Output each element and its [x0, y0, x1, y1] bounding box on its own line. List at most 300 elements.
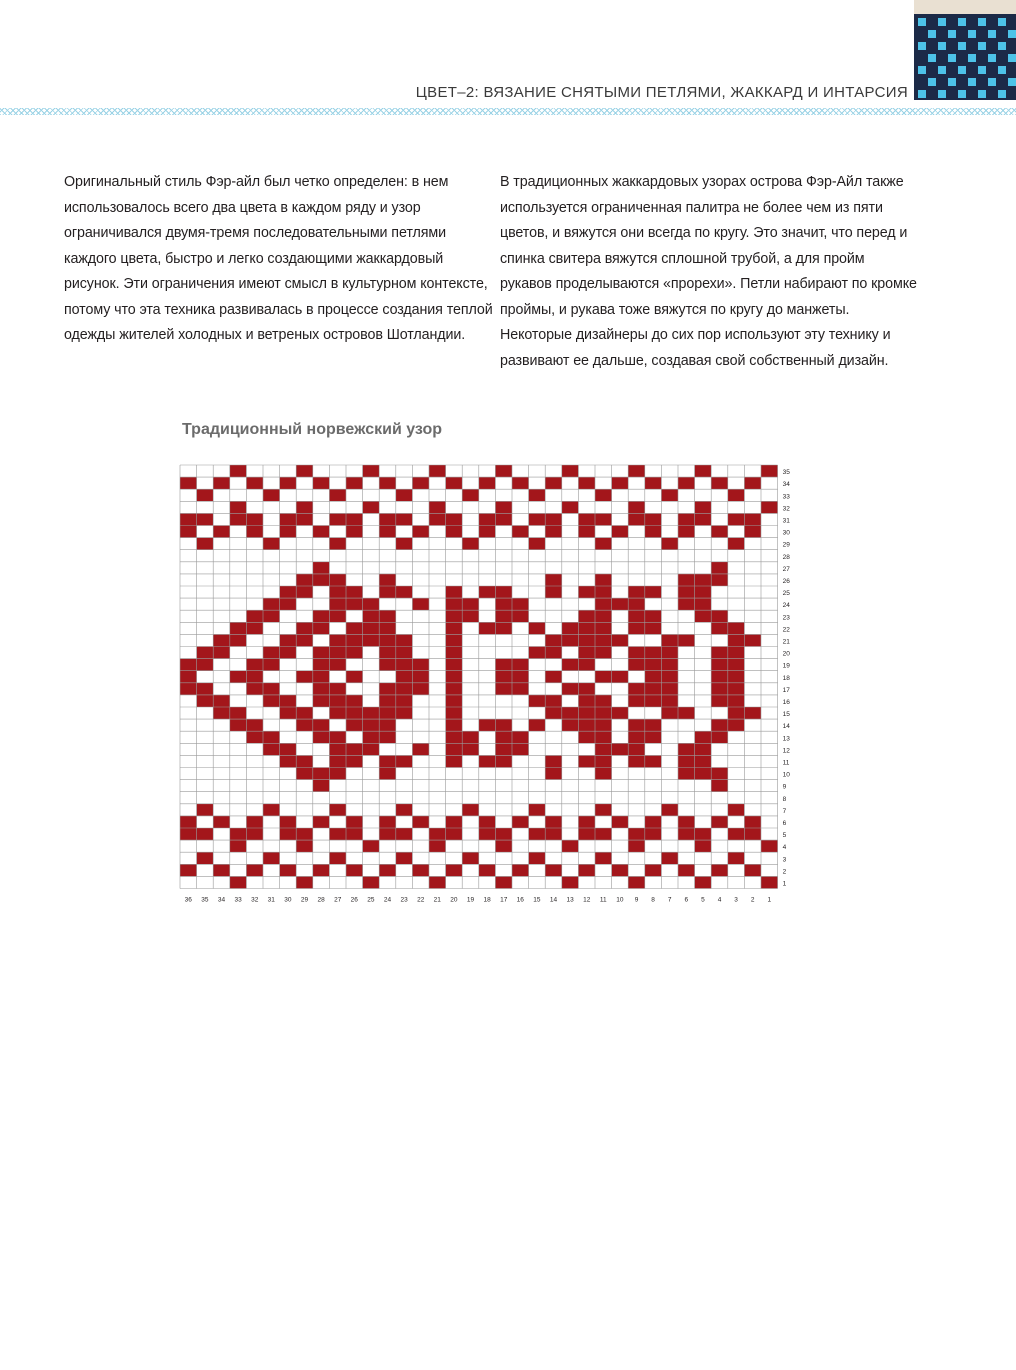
stitch-cell — [280, 634, 297, 646]
stitch-cell — [446, 743, 463, 755]
stitch-cell — [711, 695, 728, 707]
stitch-cell — [628, 513, 645, 525]
stitch-cell — [446, 477, 463, 489]
stitch-cell — [280, 695, 297, 707]
stitch-cell — [661, 804, 678, 816]
stitch-cell — [678, 864, 695, 876]
row-label: 6 — [782, 819, 787, 827]
stitch-cell — [495, 513, 512, 525]
stitch-cell — [446, 526, 463, 538]
stitch-cell — [429, 513, 446, 525]
stitch-cell — [396, 755, 413, 767]
stitch-cell — [446, 513, 463, 525]
stitch-cell — [495, 683, 512, 695]
stitch-cell — [379, 477, 396, 489]
stitch-cell — [379, 610, 396, 622]
stitch-cell — [329, 598, 346, 610]
stitch-cell — [246, 610, 263, 622]
stitch-cell — [313, 659, 330, 671]
stitch-cell — [446, 622, 463, 634]
stitch-cell — [246, 719, 263, 731]
stitch-cell — [479, 586, 496, 598]
stitch-cell — [678, 598, 695, 610]
column-label: 13 — [566, 896, 574, 904]
stitch-cell — [512, 610, 529, 622]
stitch-cell — [645, 622, 662, 634]
stitch-cell — [446, 864, 463, 876]
stitch-cell — [545, 828, 562, 840]
stitch-cell — [379, 526, 396, 538]
stitch-cell — [462, 538, 479, 550]
stitch-cell — [678, 743, 695, 755]
row-label: 12 — [782, 747, 790, 755]
stitch-cell — [578, 659, 595, 671]
stitch-cell — [396, 852, 413, 864]
stitch-cell — [711, 526, 728, 538]
stitch-cell — [678, 816, 695, 828]
stitch-cell — [512, 659, 529, 671]
stitch-cell — [412, 816, 429, 828]
stitch-cell — [645, 610, 662, 622]
stitch-cell — [495, 743, 512, 755]
stitch-cell — [744, 513, 761, 525]
stitch-cell — [711, 574, 728, 586]
stitch-cell — [495, 586, 512, 598]
stitch-cell — [578, 707, 595, 719]
stitch-cell — [280, 755, 297, 767]
stitch-cell — [180, 526, 197, 538]
stitch-cell — [661, 707, 678, 719]
stitch-cell — [296, 513, 313, 525]
stitch-cell — [280, 477, 297, 489]
stitch-cell — [263, 804, 280, 816]
stitch-cell — [479, 526, 496, 538]
stitch-cell — [645, 816, 662, 828]
stitch-cell — [545, 526, 562, 538]
column-label: 26 — [350, 896, 358, 904]
stitch-cell — [479, 719, 496, 731]
stitch-cell — [263, 647, 280, 659]
stitch-cell — [296, 574, 313, 586]
stitch-cell — [379, 864, 396, 876]
stitch-cell — [363, 719, 380, 731]
stitch-cell — [263, 489, 280, 501]
stitch-cell — [711, 671, 728, 683]
stitch-cell — [396, 707, 413, 719]
row-label: 8 — [782, 795, 787, 803]
stitch-cell — [495, 731, 512, 743]
stitch-cell — [512, 683, 529, 695]
row-label: 19 — [782, 662, 790, 670]
stitch-cell — [379, 731, 396, 743]
stitch-cell — [396, 683, 413, 695]
stitch-cell — [628, 755, 645, 767]
row-label: 33 — [782, 493, 790, 501]
stitch-cell — [628, 719, 645, 731]
stitch-cell — [296, 755, 313, 767]
knitting-chart — [170, 455, 810, 925]
stitch-cell — [213, 816, 230, 828]
stitch-cell — [578, 647, 595, 659]
stitch-cell — [512, 598, 529, 610]
stitch-cell — [744, 864, 761, 876]
stitch-cell — [645, 731, 662, 743]
stitch-cell — [645, 477, 662, 489]
stitch-cell — [429, 501, 446, 513]
stitch-cell — [213, 647, 230, 659]
stitch-cell — [628, 598, 645, 610]
stitch-cell — [213, 526, 230, 538]
row-label: 26 — [782, 577, 790, 585]
stitch-cell — [280, 816, 297, 828]
stitch-cell — [429, 465, 446, 477]
stitch-cell — [346, 513, 363, 525]
stitch-cell — [545, 671, 562, 683]
stitch-cell — [296, 719, 313, 731]
stitch-cell — [578, 828, 595, 840]
stitch-cell — [296, 465, 313, 477]
stitch-cell — [512, 731, 529, 743]
stitch-cell — [628, 743, 645, 755]
column-label: 18 — [483, 896, 491, 904]
stitch-cell — [595, 538, 612, 550]
stitch-cell — [180, 513, 197, 525]
stitch-cell — [678, 755, 695, 767]
stitch-cell — [396, 647, 413, 659]
stitch-cell — [628, 683, 645, 695]
stitch-cell — [246, 526, 263, 538]
stitch-cell — [744, 477, 761, 489]
stitch-cell — [446, 634, 463, 646]
stitch-cell — [595, 695, 612, 707]
stitch-cell — [545, 755, 562, 767]
stitch-cell — [396, 659, 413, 671]
stitch-cell — [313, 622, 330, 634]
stitch-cell — [695, 598, 712, 610]
stitch-cell — [612, 671, 629, 683]
stitch-cell — [529, 622, 546, 634]
stitch-cell — [695, 731, 712, 743]
stitch-cell — [329, 634, 346, 646]
stitch-cell — [280, 598, 297, 610]
paragraph-left: Оригинальный стиль Фэр-айл был четко определен: в нем использовалось всего два цвета в каждом ряду и узор ограничивался двумя-тремя последовательными петлями каждого цвета, быстро и легко создающими жаккардовый рисунок. Эти ограничения имеют смысл в культурном контексте, потому что эта техника развивалась в процессе создания теплой одежды жителей холодных и ветреных островов Шотландии. — [64, 174, 493, 343]
stitch-cell — [612, 477, 629, 489]
stitch-cell — [578, 719, 595, 731]
stitch-cell — [396, 828, 413, 840]
stitch-cell — [495, 501, 512, 513]
stitch-cell — [346, 755, 363, 767]
stitch-cell — [711, 622, 728, 634]
stitch-cell — [462, 610, 479, 622]
stitch-cell — [595, 586, 612, 598]
stitch-cell — [661, 852, 678, 864]
stitch-cell — [346, 707, 363, 719]
stitch-cell — [197, 852, 214, 864]
stitch-cell — [495, 659, 512, 671]
stitch-cell — [246, 671, 263, 683]
stitch-cell — [545, 513, 562, 525]
stitch-cell — [578, 477, 595, 489]
stitch-cell — [213, 634, 230, 646]
stitch-cell — [180, 683, 197, 695]
stitch-cell — [329, 489, 346, 501]
column-label: 24 — [383, 896, 392, 904]
stitch-cell — [695, 876, 712, 888]
stitch-cell — [379, 816, 396, 828]
row-label: 4 — [782, 844, 787, 852]
stitch-cell — [728, 707, 745, 719]
column-label: 7 — [667, 896, 672, 904]
stitch-cell — [313, 562, 330, 574]
stitch-cell — [728, 513, 745, 525]
stitch-cell — [230, 465, 247, 477]
stitch-cell — [678, 574, 695, 586]
stitch-cell — [230, 671, 247, 683]
stitch-cell — [296, 840, 313, 852]
stitch-cell — [495, 840, 512, 852]
stitch-cell — [329, 852, 346, 864]
stitch-cell — [280, 647, 297, 659]
stitch-cell — [346, 634, 363, 646]
stitch-cell — [495, 610, 512, 622]
stitch-cell — [711, 816, 728, 828]
stitch-cell — [562, 683, 579, 695]
stitch-cell — [695, 840, 712, 852]
stitch-cell — [412, 526, 429, 538]
stitch-cell — [379, 634, 396, 646]
row-label: 35 — [782, 469, 790, 477]
row-label: 31 — [782, 517, 790, 525]
stitch-cell — [678, 586, 695, 598]
stitch-cell — [329, 768, 346, 780]
stitch-cell — [562, 659, 579, 671]
column-label: 30 — [284, 896, 292, 904]
stitch-cell — [412, 683, 429, 695]
stitch-cell — [479, 816, 496, 828]
stitch-cell — [346, 622, 363, 634]
stitch-cell — [346, 671, 363, 683]
stitch-cell — [529, 828, 546, 840]
stitch-cell — [728, 695, 745, 707]
stitch-cell — [628, 501, 645, 513]
stitch-cell — [230, 840, 247, 852]
stitch-cell — [628, 695, 645, 707]
column-label: 9 — [634, 896, 639, 904]
stitch-cell — [678, 477, 695, 489]
stitch-cell — [296, 671, 313, 683]
column-label: 10 — [616, 896, 624, 904]
stitch-cell — [180, 671, 197, 683]
stitch-cell — [379, 659, 396, 671]
stitch-cell — [313, 695, 330, 707]
stitch-cell — [595, 828, 612, 840]
stitch-cell — [661, 647, 678, 659]
stitch-cell — [728, 804, 745, 816]
stitch-cell — [263, 852, 280, 864]
stitch-cell — [512, 816, 529, 828]
stitch-cell — [612, 864, 629, 876]
stitch-cell — [346, 816, 363, 828]
stitch-cell — [695, 513, 712, 525]
row-label: 13 — [782, 735, 790, 743]
stitch-cell — [296, 768, 313, 780]
houndstooth-swatch-icon — [914, 0, 1016, 100]
column-label: 3 — [734, 896, 738, 904]
stitch-cell — [313, 719, 330, 731]
stitch-cell — [645, 719, 662, 731]
column-label: 8 — [651, 896, 655, 904]
stitch-cell — [263, 538, 280, 550]
stitch-cell — [645, 586, 662, 598]
stitch-cell — [363, 840, 380, 852]
stitch-cell — [396, 538, 413, 550]
column-label: 2 — [750, 896, 755, 904]
stitch-cell — [346, 695, 363, 707]
stitch-cell — [645, 683, 662, 695]
stitch-cell — [728, 634, 745, 646]
stitch-cell — [329, 610, 346, 622]
stitch-cell — [346, 477, 363, 489]
stitch-cell — [595, 574, 612, 586]
stitch-cell — [612, 707, 629, 719]
stitch-cell — [280, 743, 297, 755]
stitch-cell — [379, 647, 396, 659]
stitch-cell — [313, 574, 330, 586]
stitch-cell — [363, 707, 380, 719]
stitch-cell — [180, 864, 197, 876]
column-label: 31 — [267, 896, 275, 904]
stitch-cell — [661, 489, 678, 501]
stitch-cell — [678, 634, 695, 646]
stitch-cell — [711, 683, 728, 695]
stitch-cell — [711, 719, 728, 731]
stitch-cell — [479, 828, 496, 840]
stitch-cell — [628, 876, 645, 888]
stitch-cell — [711, 768, 728, 780]
stitch-cell — [446, 683, 463, 695]
stitch-cell — [446, 659, 463, 671]
stitch-cell — [578, 731, 595, 743]
stitch-cell — [213, 695, 230, 707]
stitch-cell — [529, 538, 546, 550]
stitch-cell — [711, 477, 728, 489]
stitch-cell — [313, 780, 330, 792]
stitch-cell — [263, 659, 280, 671]
row-label: 9 — [782, 783, 787, 791]
stitch-cell — [296, 876, 313, 888]
stitch-cell — [313, 864, 330, 876]
row-label: 3 — [782, 856, 787, 864]
stitch-cell — [379, 513, 396, 525]
column-label: 33 — [234, 896, 242, 904]
stitch-cell — [296, 634, 313, 646]
stitch-cell — [296, 622, 313, 634]
stitch-cell — [280, 586, 297, 598]
stitch-cell — [396, 634, 413, 646]
stitch-cell — [628, 622, 645, 634]
stitch-cell — [230, 828, 247, 840]
stitch-cell — [296, 501, 313, 513]
stitch-cell — [379, 828, 396, 840]
stitch-cell — [728, 647, 745, 659]
row-label: 14 — [782, 723, 790, 731]
stitch-cell — [246, 828, 263, 840]
stitch-cell — [412, 477, 429, 489]
stitch-cell — [462, 852, 479, 864]
stitch-cell — [512, 526, 529, 538]
stitch-cell — [180, 828, 197, 840]
stitch-cell — [346, 526, 363, 538]
column-label: 15 — [533, 896, 541, 904]
stitch-cell — [379, 755, 396, 767]
stitch-cell — [213, 477, 230, 489]
stitch-cell — [246, 659, 263, 671]
stitch-cell — [396, 804, 413, 816]
column-label: 16 — [516, 896, 524, 904]
stitch-cell — [313, 768, 330, 780]
stitch-cell — [379, 768, 396, 780]
stitch-cell — [645, 647, 662, 659]
stitch-cell — [462, 598, 479, 610]
stitch-cell — [545, 816, 562, 828]
stitch-cell — [263, 695, 280, 707]
stitch-cell — [412, 743, 429, 755]
stitch-cell — [695, 828, 712, 840]
column-label: 12 — [583, 896, 591, 904]
stitch-cell — [246, 513, 263, 525]
stitch-cell — [363, 598, 380, 610]
header-rule — [0, 108, 1016, 115]
stitch-cell — [645, 671, 662, 683]
stitch-cell — [412, 598, 429, 610]
row-label: 2 — [782, 868, 787, 876]
stitch-cell — [495, 671, 512, 683]
stitch-cell — [595, 707, 612, 719]
stitch-cell — [246, 622, 263, 634]
stitch-cell — [678, 707, 695, 719]
column-label: 1 — [767, 896, 772, 904]
stitch-cell — [396, 671, 413, 683]
stitch-cell — [545, 768, 562, 780]
stitch-cell — [263, 731, 280, 743]
stitch-cell — [495, 719, 512, 731]
stitch-cell — [529, 513, 546, 525]
stitch-cell — [695, 610, 712, 622]
stitch-cell — [661, 634, 678, 646]
stitch-cell — [197, 647, 214, 659]
row-label: 34 — [782, 481, 790, 489]
stitch-cell — [595, 755, 612, 767]
row-label: 1 — [782, 880, 787, 888]
stitch-cell — [479, 477, 496, 489]
stitch-cell — [612, 526, 629, 538]
stitch-cell — [711, 610, 728, 622]
stitch-cell — [562, 840, 579, 852]
stitch-cell — [545, 586, 562, 598]
stitch-cell — [396, 695, 413, 707]
stitch-cell — [595, 598, 612, 610]
stitch-cell — [446, 755, 463, 767]
stitch-cell — [263, 743, 280, 755]
row-label: 5 — [782, 832, 787, 840]
stitch-cell — [661, 538, 678, 550]
row-label: 25 — [782, 590, 790, 598]
stitch-cell — [462, 804, 479, 816]
stitch-cell — [761, 840, 778, 852]
stitch-cell — [728, 659, 745, 671]
stitch-cell — [612, 816, 629, 828]
stitch-cell — [329, 743, 346, 755]
